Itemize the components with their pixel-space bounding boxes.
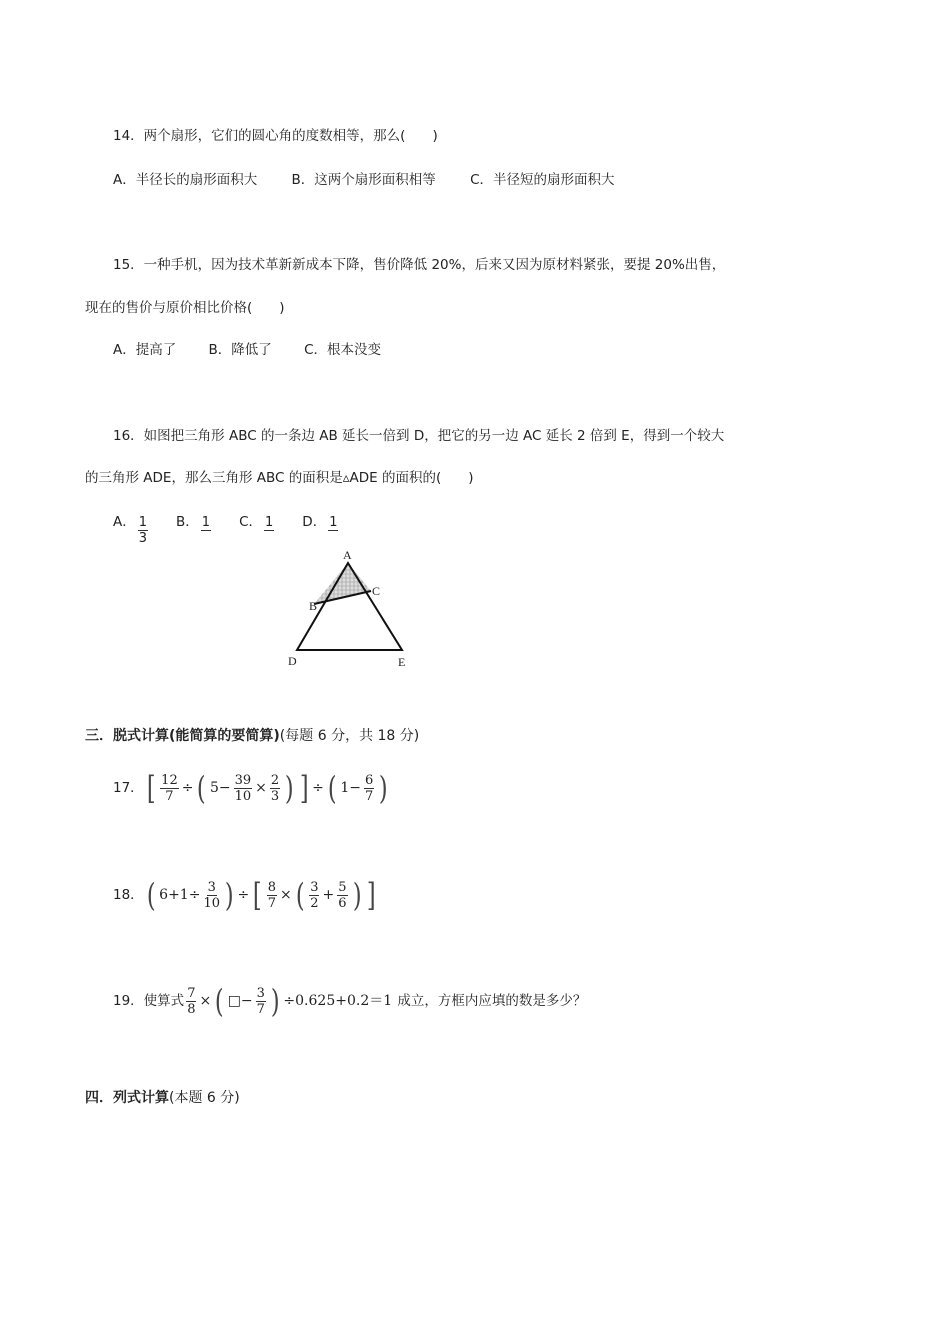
option-label: A． bbox=[113, 514, 136, 530]
numerator: 3 bbox=[310, 879, 319, 895]
option-label: D． bbox=[302, 514, 327, 530]
bracket: ) bbox=[352, 876, 362, 914]
section4-title: 四．列式计算 bbox=[85, 1090, 169, 1106]
q18-expression bbox=[144, 875, 379, 915]
operator-text: 5− bbox=[209, 780, 231, 796]
q17 bbox=[113, 768, 391, 808]
fraction bbox=[203, 880, 220, 911]
operator-text: □− bbox=[227, 993, 253, 1009]
operator-text: + bbox=[322, 887, 335, 903]
fraction bbox=[160, 773, 179, 804]
denominator: 7 bbox=[267, 895, 276, 911]
bracket: ) bbox=[270, 982, 280, 1020]
fraction bbox=[309, 880, 319, 911]
fraction bbox=[337, 880, 347, 911]
bracket: ( bbox=[327, 769, 337, 807]
operator-text: ÷ bbox=[312, 780, 324, 796]
fraction bbox=[201, 515, 211, 546]
operator-text: ÷ bbox=[181, 780, 194, 796]
bracket: ] bbox=[299, 769, 309, 807]
label-e: E bbox=[398, 655, 406, 669]
fraction bbox=[256, 986, 266, 1017]
bracket: ( bbox=[215, 982, 224, 1020]
q19-suffix: 成立，方框内应填的数是多少？ bbox=[393, 993, 587, 1009]
denominator: 7 bbox=[364, 788, 374, 804]
q14-options bbox=[113, 170, 645, 190]
denominator: 10 bbox=[234, 788, 252, 804]
fraction bbox=[264, 515, 274, 546]
q17-label: 17． bbox=[113, 780, 144, 796]
denominator bbox=[265, 531, 273, 546]
q14-stem: 14．两个扇形，它们的圆心角的度数相等，那么( ) bbox=[113, 128, 438, 144]
q16-stem-line2: 的三角形 ADE，那么三角形 ABC 的面积是▵ADE 的面积的( ) bbox=[85, 470, 474, 486]
denominator: 7 bbox=[165, 788, 174, 804]
operator-text: × bbox=[199, 993, 212, 1009]
operator-text: 6+1÷ bbox=[159, 887, 201, 903]
q15-option-b[interactable]: B．降低了 bbox=[208, 342, 272, 358]
fraction bbox=[364, 773, 374, 804]
bracket: ) bbox=[285, 769, 294, 807]
numerator: 3 bbox=[256, 985, 265, 1001]
q18 bbox=[113, 875, 378, 915]
q14-option-c[interactable]: C．半径短的扇形面积大 bbox=[470, 172, 615, 188]
numerator: 3 bbox=[207, 879, 216, 895]
bracket: ] bbox=[366, 876, 376, 914]
fraction bbox=[267, 880, 277, 911]
bracket: [ bbox=[146, 769, 156, 807]
numerator: 39 bbox=[234, 772, 252, 788]
q17-expression bbox=[144, 768, 391, 808]
q16-option-c[interactable] bbox=[239, 505, 276, 546]
numerator: 7 bbox=[187, 985, 196, 1001]
section3-heading bbox=[85, 726, 419, 746]
option-label: B． bbox=[176, 514, 199, 530]
bracket: ( bbox=[295, 876, 305, 914]
numerator: 5 bbox=[338, 879, 347, 895]
q15-stem-line1: 15．一种手机，因为技术革新新成本下降，售价降低 20%，后来又因为原材料紧张，要提 20%出售， bbox=[113, 257, 726, 273]
section4-note: (本题 6 分) bbox=[169, 1090, 240, 1106]
q16-option-a[interactable] bbox=[113, 505, 150, 546]
operator-text: ÷0.625+0.2＝1 bbox=[283, 993, 393, 1009]
numerator: 12 bbox=[161, 772, 178, 788]
operator-text: ÷ bbox=[237, 887, 250, 903]
numerator: 2 bbox=[270, 772, 280, 788]
operator-text: 1− bbox=[340, 780, 361, 796]
section3-title: 三．脱式计算(能简算的要简算) bbox=[85, 728, 280, 744]
numerator: 1 bbox=[201, 515, 211, 530]
q19 bbox=[113, 981, 586, 1021]
numerator: 6 bbox=[364, 772, 374, 788]
bracket: ) bbox=[224, 876, 234, 914]
q15-options bbox=[113, 340, 411, 360]
bracket: [ bbox=[253, 876, 262, 914]
q19-label: 19．使算式 bbox=[113, 993, 185, 1009]
bracket: ) bbox=[379, 769, 388, 807]
denominator bbox=[202, 531, 210, 546]
denominator: 6 bbox=[338, 895, 347, 911]
triangle-figure bbox=[280, 540, 420, 680]
q14-option-a[interactable]: A．半径长的扇形面积大 bbox=[113, 172, 258, 188]
q18-label: 18． bbox=[113, 887, 144, 903]
q15-option-a[interactable]: A．提高了 bbox=[113, 342, 177, 358]
label-c: C bbox=[372, 584, 381, 598]
bracket: ( bbox=[197, 769, 207, 807]
label-a: A bbox=[343, 548, 352, 562]
label-b: B bbox=[309, 599, 318, 613]
q16-stem-line1: 16．如图把三角形 ABC 的一条边 AB 延长一倍到 D，把它的另一边 AC 延长 2 倍到 E，得到一个较大 bbox=[113, 428, 725, 444]
q14-option-b[interactable]: B．这两个扇形面积相等 bbox=[291, 172, 436, 188]
operator-text: × bbox=[279, 887, 292, 903]
section3-note: (每题 6 分，共 18 分) bbox=[279, 728, 420, 744]
fraction bbox=[270, 773, 280, 804]
denominator: 3 bbox=[270, 788, 280, 804]
numerator: 8 bbox=[267, 879, 276, 895]
q15-option-c[interactable]: C．根本没变 bbox=[304, 342, 382, 358]
denominator: 7 bbox=[256, 1001, 265, 1017]
section4-heading bbox=[85, 1088, 240, 1108]
fraction bbox=[186, 986, 196, 1017]
fraction bbox=[138, 515, 148, 546]
denominator: 10 bbox=[203, 895, 220, 911]
fraction bbox=[234, 773, 253, 804]
numerator: 1 bbox=[329, 515, 338, 530]
operator-text: × bbox=[255, 780, 267, 796]
denominator: 8 bbox=[187, 1001, 196, 1017]
numerator: 1 bbox=[138, 515, 148, 530]
numerator: 1 bbox=[265, 515, 274, 530]
option-label: C． bbox=[239, 514, 263, 530]
denominator: 3 bbox=[138, 531, 148, 546]
q16-option-b[interactable] bbox=[176, 505, 213, 546]
denominator: 2 bbox=[310, 895, 319, 911]
label-d: D bbox=[288, 654, 297, 668]
bracket: ( bbox=[146, 876, 156, 914]
q19-expression bbox=[184, 981, 393, 1021]
q15-stem-line2: 现在的售价与原价相比价格( ) bbox=[85, 300, 285, 316]
